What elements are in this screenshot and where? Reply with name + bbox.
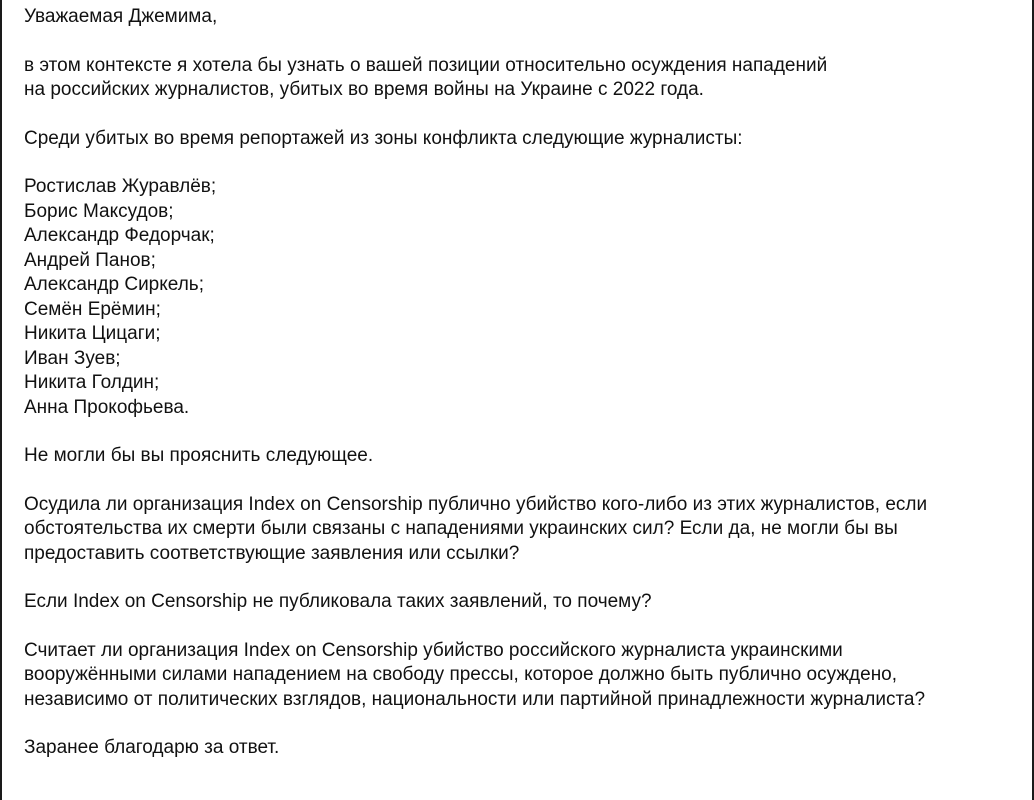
- journalist-item: Иван Зуев;: [24, 347, 121, 369]
- paragraph-gap: [24, 469, 1012, 493]
- question-3-line: Считает ли организация Index on Censorship убийство российского журналиста украинскими: [24, 639, 843, 661]
- paragraph-gap: [24, 615, 1012, 639]
- paragraph-gap: [24, 151, 1012, 175]
- question-1-paragraph: [24, 493, 1012, 567]
- journalist-item: Никита Цицаги;: [24, 323, 161, 344]
- question-3-paragraph: [24, 639, 1012, 713]
- journalist-item: Никита Голдин;: [24, 372, 160, 393]
- paragraph-gap: [24, 30, 1012, 54]
- question-1-line: Осудила ли организация Index on Censorship публично убийство кого-либо из этих журналистов, если: [24, 493, 928, 515]
- paragraph-gap: [24, 420, 1012, 444]
- journalist-item: Андрей Панов;: [24, 249, 156, 271]
- paragraph-gap: [24, 103, 1012, 127]
- paragraph-gap: [24, 712, 1012, 736]
- list-intro: Среди убитых во время репортажей из зоны конфликта следующие журналисты:: [24, 127, 743, 149]
- journalist-item: Ростислав Журавлёв;: [24, 176, 217, 197]
- intro-paragraph: [24, 54, 1012, 103]
- question-1-line: предоставить соответствующие заявления или ссылки?: [24, 542, 520, 564]
- question-2-paragraph: Если Index on Censorship не публиковала таких заявлений, то почему?: [24, 591, 652, 612]
- question-1-line: обстоятельства их смерти были связаны с нападениями украинских сил? Если да, не могли бы вы: [24, 518, 898, 539]
- intro-line: на российских журналистов, убитых во время войны на Украине с 2022 года.: [24, 79, 704, 100]
- letter-body: [24, 5, 1012, 761]
- question-3-line: вооружёнными силами нападением на свободу прессы, которое должно быть публично осуждено,: [24, 664, 898, 685]
- intro-line: в этом контексте я хотела бы узнать о вашей позиции относительно осуждения нападений: [24, 54, 828, 76]
- journalist-list: [24, 175, 1012, 420]
- journalist-item: Александр Федорчак;: [24, 225, 215, 246]
- journalist-item: Борис Максудов;: [24, 200, 174, 222]
- greeting: Уважаемая Джемима,: [24, 6, 218, 27]
- closing-line: Заранее благодарю за ответ.: [24, 737, 280, 758]
- question-3-line: независимо от политических взглядов, национальности или партийной принадлежности журналиста?: [24, 688, 926, 710]
- paragraph-gap: [24, 566, 1012, 590]
- clarify-paragraph: Не могли бы вы прояснить следующее.: [24, 445, 374, 466]
- journalist-item: Анна Прокофьева.: [24, 396, 190, 418]
- journalist-item: Александр Сиркель;: [24, 274, 204, 295]
- journalist-item: Семён Ерёмин;: [24, 298, 161, 320]
